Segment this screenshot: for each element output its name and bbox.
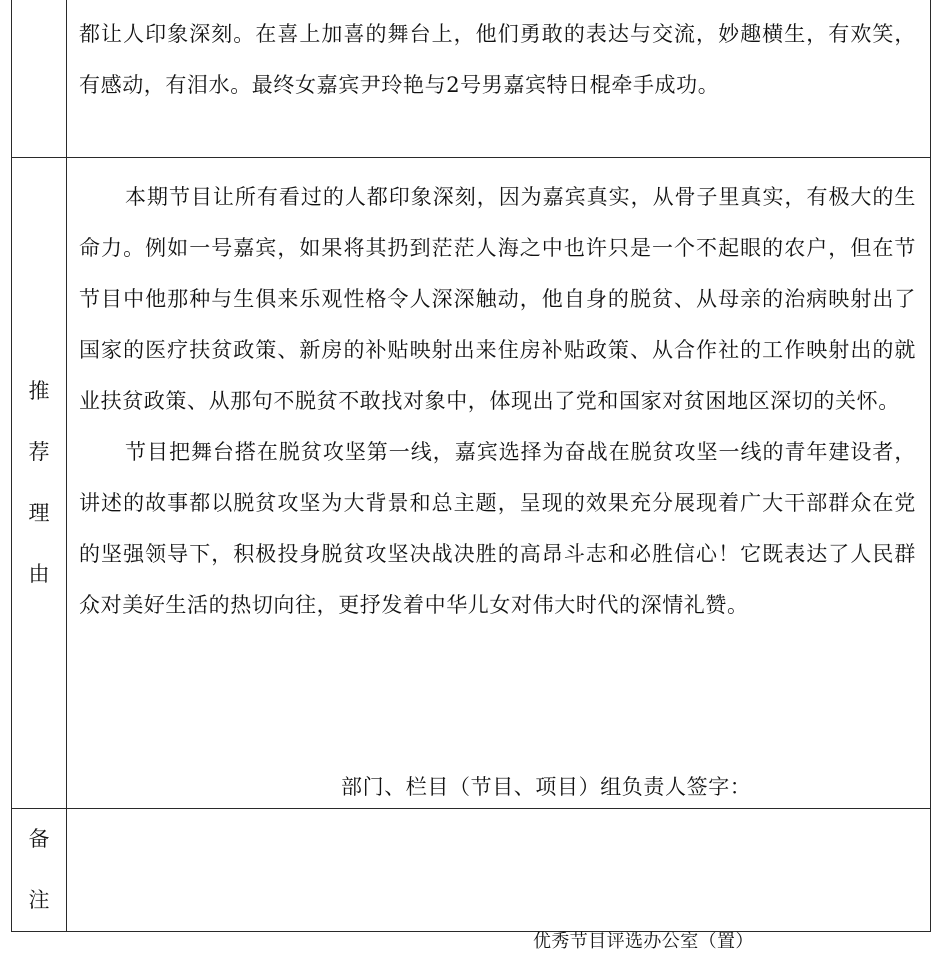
top-row-content-cell <box>67 0 931 158</box>
top-row-text: 都让人印象深刻。在喜上加喜的舞台上，他们勇敢的表达与交流，妙趣横生，有欢笑，有感动，有泪水。最终女嘉宾尹玲艳与2号男嘉宾特日棍牵手成功。 <box>79 22 916 97</box>
reason-paragraph-2: 节目把舞台搭在脱贫攻坚第一线，嘉宾选择为奋战在脱贫攻坚一线的青年建设者，讲述的故事都以脱贫攻坚为大背景和总主题，呈现的效果充分展现着广大干部群众在党的坚强领导下，积极投身脱贫攻坚决战决胜的高昂斗志和必胜信心！它既表达了人民群众对美好生活的热切向往，更抒发着中华儿女对伟大时代的深情礼赞。 <box>79 440 916 617</box>
reason-row <box>12 158 931 809</box>
note-label-cell <box>12 809 67 932</box>
reason-paragraph-1: 本期节目让所有看过的人都印象深刻，因为嘉宾真实，从骨子里真实，有极大的生命力。例如一号嘉宾，如果将其扔到茫茫人海之中也许只是一个不起眼的农户，但在节节目中他那种与生俱来乐观性格令人深深触动，他自身的脱贫、从母亲的治病映射出了国家的医疗扶贫政策、新房的补贴映射出来住房补贴政策、从合作社的工作映射出的就业扶贫政策、从那句不脱贫不敢找对象中，体现出了党和国家对贫困地区深切的关怀。 <box>79 185 916 413</box>
note-row <box>12 809 931 932</box>
signature-label: 部门、栏目（节目、项目）组负责人签字： <box>341 775 752 799</box>
reason-label: 推荐理由 <box>28 379 50 586</box>
footer-office-name: 优秀节目评选办公室（置） <box>533 931 754 952</box>
note-label: 备注 <box>28 827 50 912</box>
top-row-label-cell <box>12 0 67 158</box>
top-row <box>12 0 931 158</box>
reason-content-cell <box>67 158 931 809</box>
reason-label-cell <box>12 158 67 809</box>
note-content-cell[interactable] <box>67 809 931 932</box>
